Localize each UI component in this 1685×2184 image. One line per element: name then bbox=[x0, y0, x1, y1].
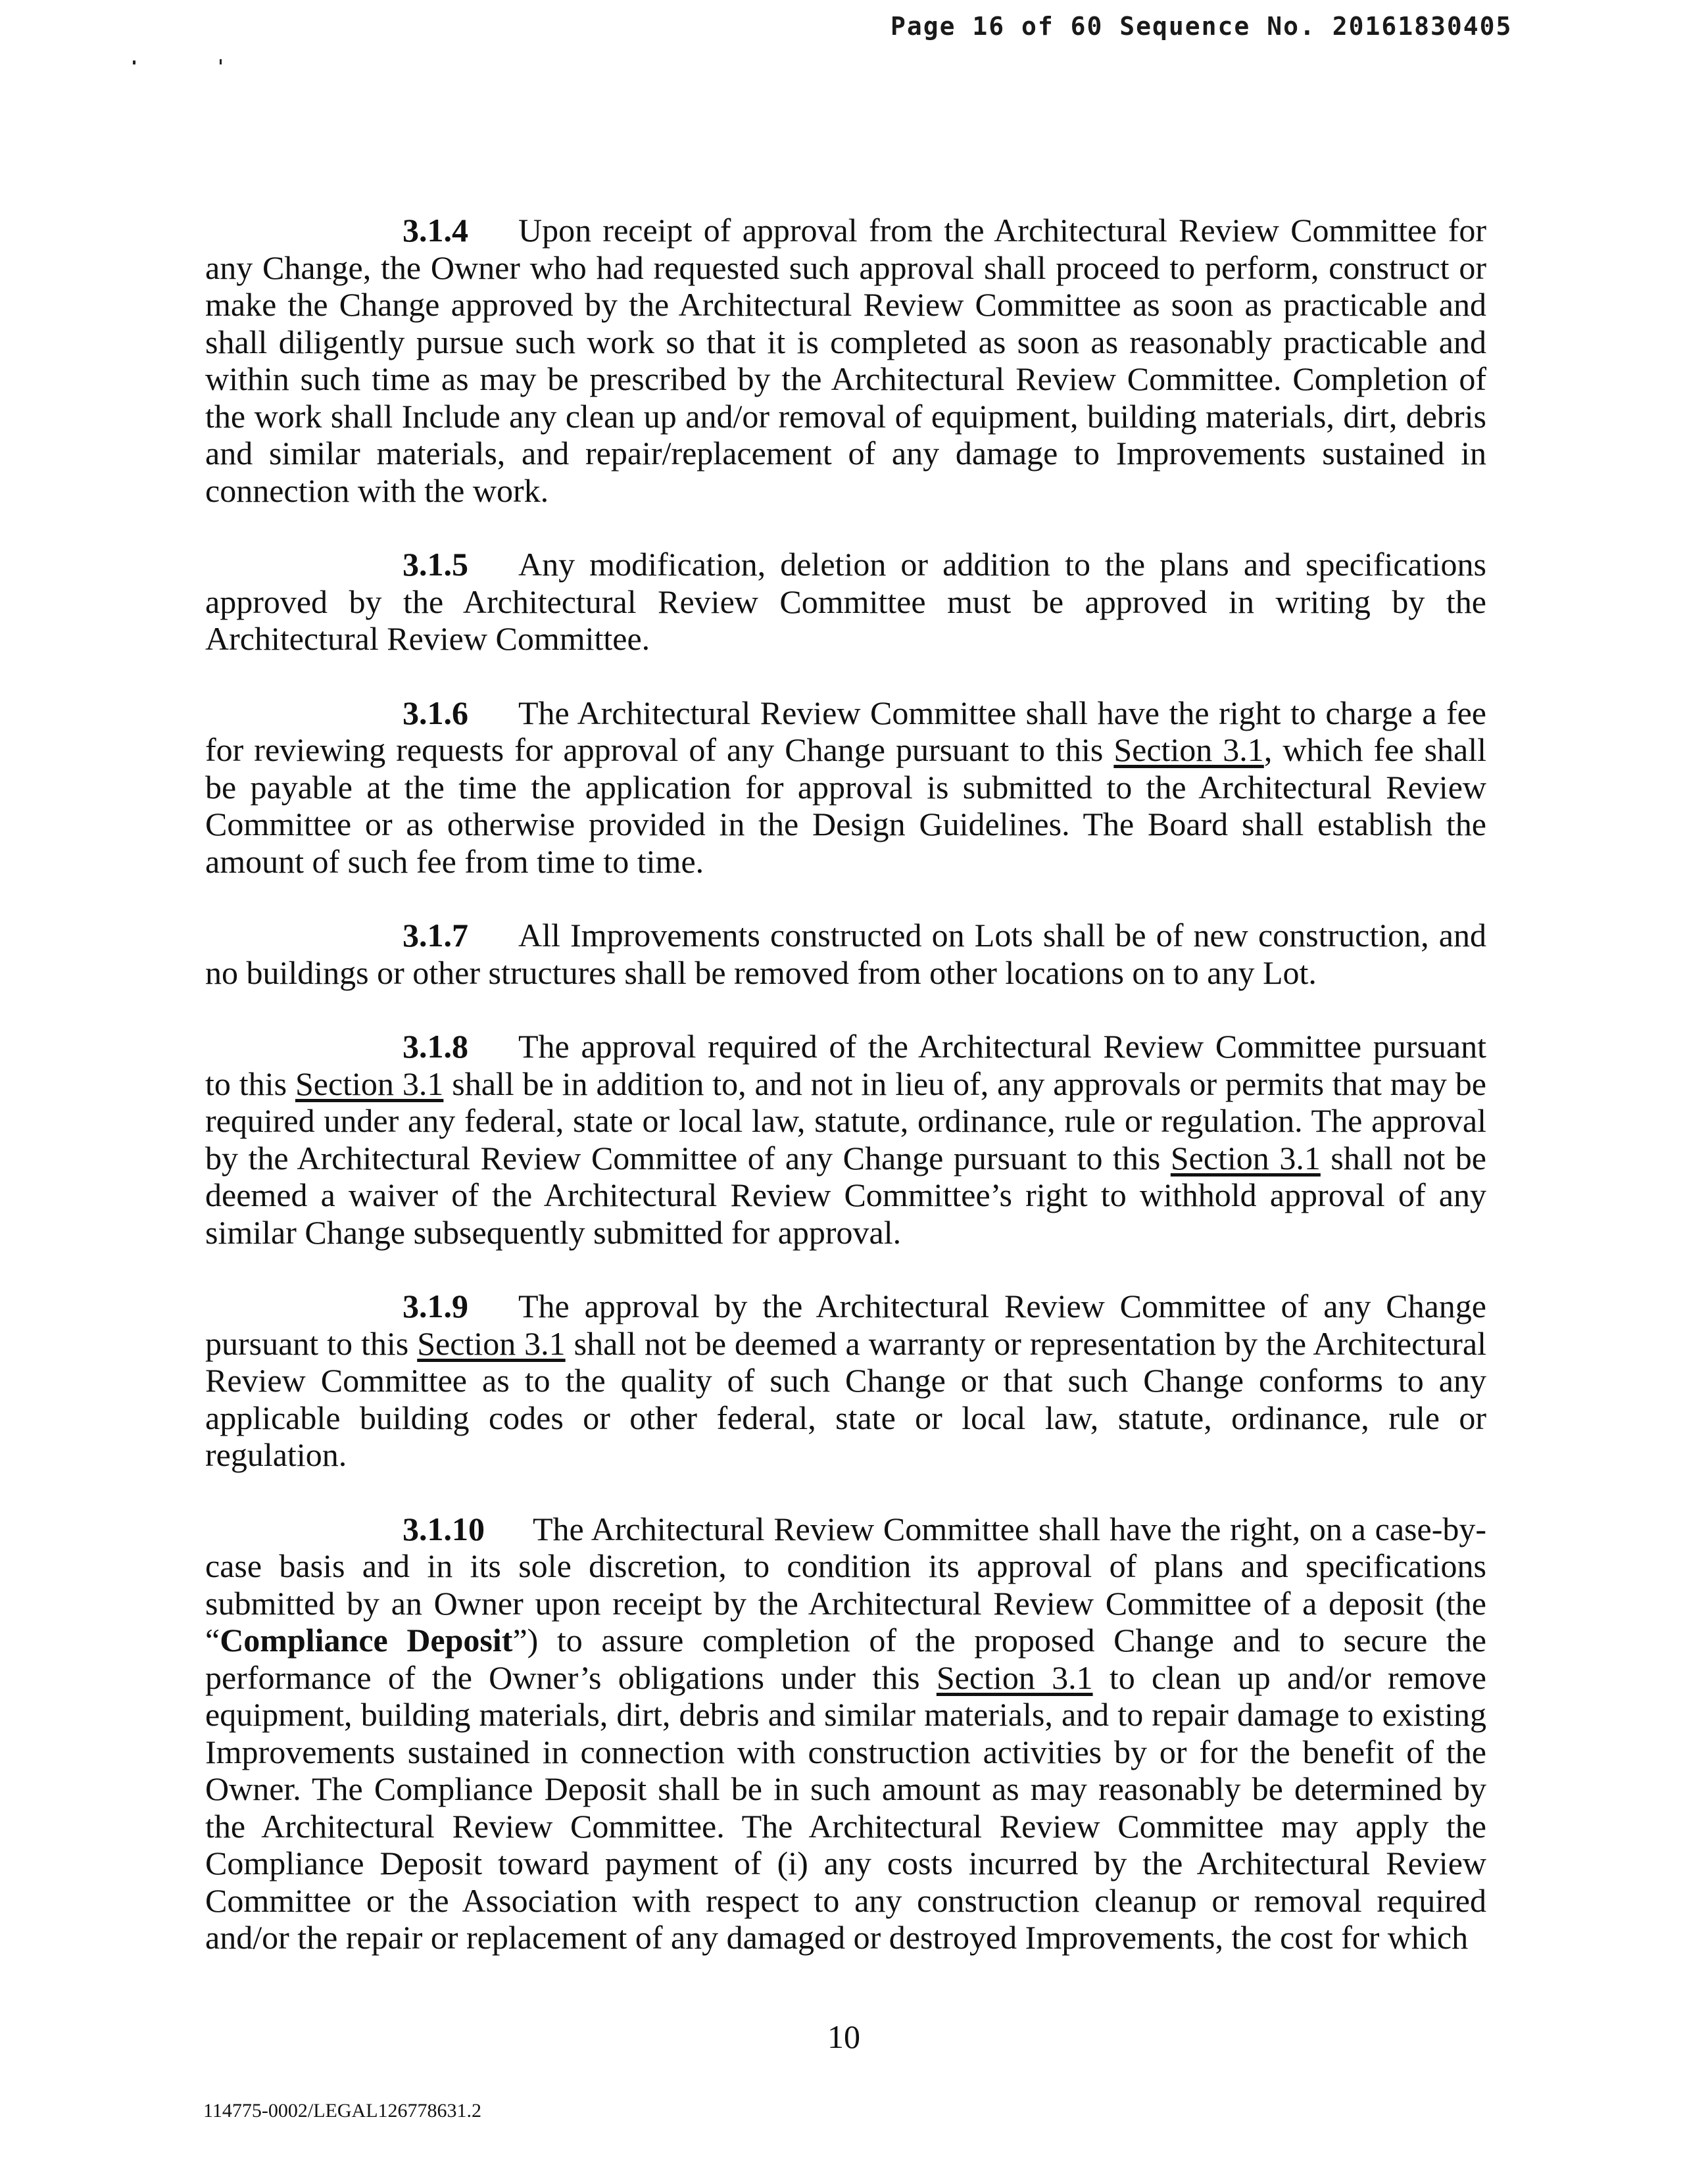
section-text: Upon receipt of approval from the Architectural Review Committee for any Change, the Owner who had requested such approval shall proceed to perform, construct or make the Change approved by the Architectural Review Committee as soon as practicable and shall diligently pursue such work so that it is completed as soon as reasonably practicable and within such time as may be prescribed by the Architectural Review Committee. Completion of the work shall Include any clean up and/or removal of equipment, building materials, dirt, debris and similar materials, and repair/replacement of any damage to Improvements sustained in connection with the work. bbox=[205, 212, 1486, 509]
section-number: 3.1.7 bbox=[403, 917, 468, 954]
section-text: The approval required of the Architectural Review Committee pursuant to this bbox=[205, 1028, 1486, 1102]
section-text: shall not be deemed a waiver of the Architectural Review Committee’s right to withhold approval of any similar Change subsequently submitted for approval. bbox=[205, 1139, 1486, 1251]
section-number: 3.1.9 bbox=[403, 1288, 468, 1324]
section-text: , which fee shall be payable at the time the application for approval is submitted to the Architectural Review Committee or as otherwise provided in the Design Guidelines. The Board shall establish the amount of such fee from time to time. bbox=[205, 731, 1487, 880]
page-number: 10 bbox=[827, 2018, 860, 2055]
section-text: Any modification, deletion or addition to the plans and specifications approved by the Architectural Review Committee must be approved in writing by the Architectural Review Committee. bbox=[205, 546, 1486, 657]
scan-speck bbox=[220, 59, 222, 64]
section-text: shall be in addition to, and not in lieu of, any approvals or permits that may be required under any federal, state or local law, statute, ordinance, rule or regulation. The approval by the Architectural Review Committee of any Change pursuant to this bbox=[205, 1065, 1486, 1177]
section-3-1-9 bbox=[205, 1288, 1486, 1474]
section-text: shall not be deemed a warranty or representation by the Architectural Review Committee as to the quality of such Change or that such Change conforms to any applicable building codes or other federal, state or local law, statute, ordinance, rule or regulation. bbox=[205, 1324, 1486, 1473]
section-text: All Improvements constructed on Lots shall be of new construction, and no buildings or other structures shall be removed from other locations on to any Lot. bbox=[205, 917, 1486, 991]
section-3-1-5 bbox=[205, 546, 1486, 658]
section-reference: Section 3.1 bbox=[1170, 1139, 1321, 1177]
scan-speck bbox=[133, 61, 135, 64]
section-3-1-4 bbox=[205, 212, 1486, 509]
section-3-1-6 bbox=[205, 694, 1486, 881]
section-reference: Section 3.1 bbox=[417, 1324, 566, 1362]
page-sequence-stamp: Page 16 of 60 Sequence No. 20161830405 bbox=[891, 12, 1513, 41]
section-reference: Section 3.1 bbox=[1113, 731, 1264, 768]
document-body bbox=[205, 212, 1486, 1956]
section-text: ”) to assure completion of the proposed Change and to secure the performance of the Owner’s obligations under this bbox=[205, 1622, 1486, 1696]
section-reference: Section 3.1 bbox=[936, 1659, 1093, 1696]
section-text: The approval by the Architectural Review Committee of any Change pursuant to this bbox=[205, 1288, 1486, 1362]
section-3-1-10 bbox=[205, 1511, 1486, 1956]
section-number: 3.1.5 bbox=[403, 546, 468, 583]
section-text: to clean up and/or remove equipment, building materials, dirt, debris and similar materials, and to repair damage to existing Improvements sustained in connection with construction activities by or for the benefit of the Owner. The Compliance Deposit shall be in such amount as may reasonably be determined by the Architectural Review Committee. The Architectural Review Committee may apply the Compliance Deposit toward payment of (i) any costs incurred by the Architectural Review Committee or the Association with respect to any construction cleanup or removal required and/or the repair or replacement of any damaged or destroyed Improvements, the cost for which bbox=[205, 1659, 1486, 1956]
section-3-1-8 bbox=[205, 1028, 1486, 1251]
section-3-1-7 bbox=[205, 917, 1486, 991]
document-id: 114775-0002/LEGAL126778631.2 bbox=[203, 2100, 482, 2122]
section-text: The Architectural Review Committee shall have the right, on a case-by-case basis and in its sole discretion, to condition its approval of plans and specifications submitted by an Owner upon receipt by the Architectural Review Committee of a deposit (the “ bbox=[205, 1510, 1486, 1659]
section-reference: Section 3.1 bbox=[295, 1065, 444, 1102]
defined-term: Compliance Deposit bbox=[220, 1622, 513, 1659]
section-number: 3.1.6 bbox=[403, 694, 468, 731]
section-number: 3.1.8 bbox=[403, 1028, 468, 1065]
section-number: 3.1.10 bbox=[403, 1510, 485, 1547]
section-text: The Architectural Review Committee shall have the right to charge a fee for reviewing requests for approval of any Change pursuant to this bbox=[205, 694, 1486, 768]
section-number: 3.1.4 bbox=[403, 212, 468, 249]
